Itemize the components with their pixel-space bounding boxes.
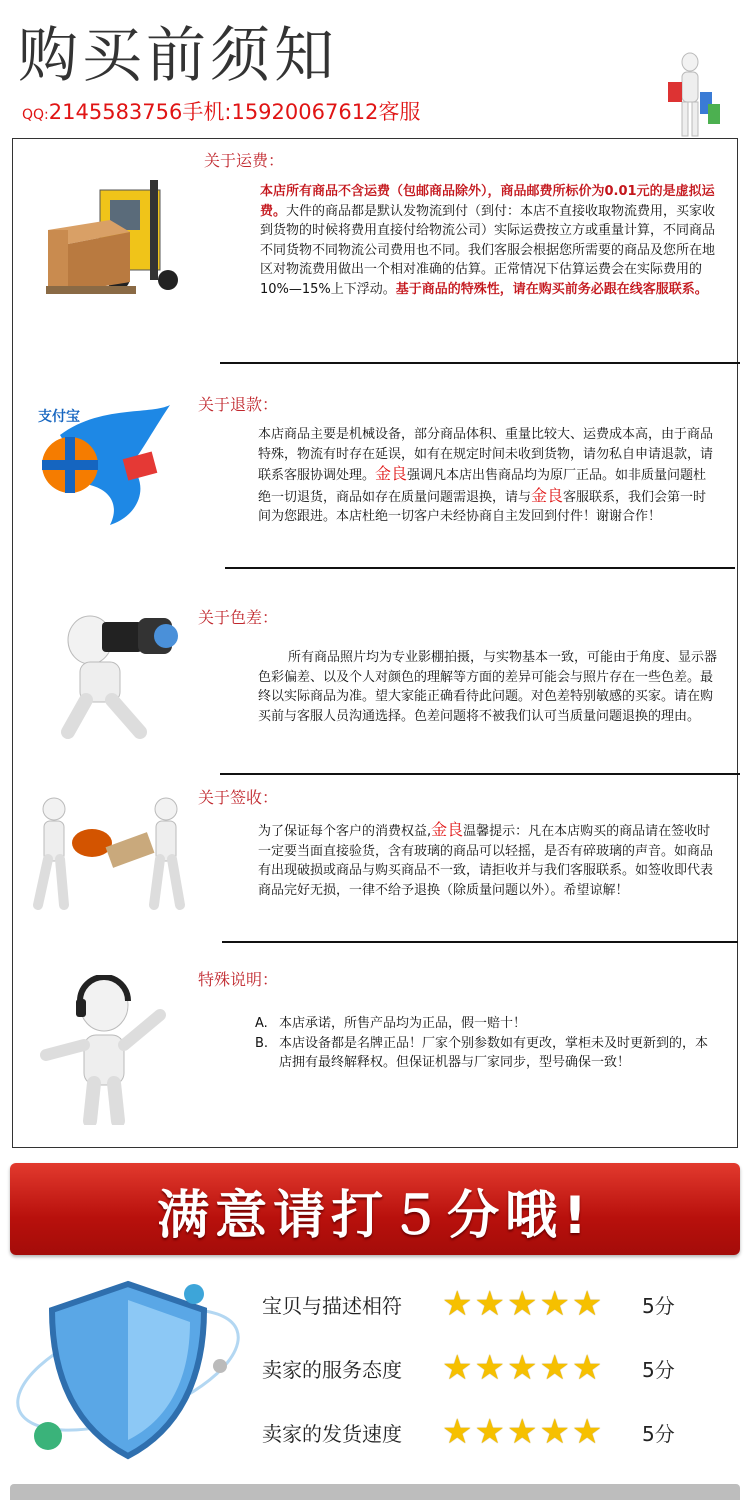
photographer-camera-icon	[50, 600, 180, 740]
footer-bar	[10, 1484, 740, 1500]
shipping-red-tail: 基于商品的特殊性，请在购买前务必跟在线客服联系。	[395, 281, 708, 297]
shield-icon	[8, 1270, 248, 1470]
section-divider	[220, 362, 740, 364]
shipping-red-lead: 本店所有商品不含运费（包邮商品除外），商品邮费所标价为0.01元的是虚拟运费。	[260, 184, 715, 219]
brand-name: 金良	[375, 464, 408, 483]
rating-label: 宝贝与描述相符	[262, 1294, 402, 1318]
refund-text-3: 客服联系，我们会第一时间为您跟进。本店杜绝一切客户未经协商自主发回到付件！谢谢合作！	[258, 489, 707, 524]
rating-score: 5分	[642, 1294, 675, 1318]
phone-label: 手机:	[182, 100, 232, 124]
receipt-text-1: 为了保证每个客户的消费权益,	[258, 824, 432, 839]
receipt-body	[258, 820, 718, 900]
section-divider	[222, 941, 738, 943]
section-divider	[220, 773, 740, 775]
handover-package-icon	[30, 795, 190, 915]
alipay-logo: 支付宝	[38, 409, 80, 425]
refund-text-1: 本店商品主要是机械设备，部分商品体积、重量比较大、运费成本高，由于商品特殊，物流有时存在延误，如有在规定时间未收到货物，请勿私自申请退款，请联系客服协调处理。	[258, 427, 714, 483]
contact-line	[22, 96, 420, 126]
rating-banner	[10, 1163, 740, 1255]
headset-agent-icon	[40, 975, 170, 1125]
receipt-title: 关于签收：	[198, 788, 279, 807]
list-item-text: 本店设备都是名牌正品！厂家个别参数如有更改，掌柜未及时更新到的，本店拥有最终解释权。但保证机器与厂家同步，型号确保一致！	[279, 1035, 709, 1070]
page-title: 购买前须知	[18, 21, 338, 91]
rating-label: 卖家的服务态度	[262, 1358, 402, 1382]
receipt-text-2: 温馨提示：凡在本店购买的商品请在签收时一定要当面直接验货，含有玻璃的商品可以轻摇，是否有碎玻璃的声音。如商品有出现破损或商品与购买商品不一致，请拒收并与我们客服联系。如签收即代表商品完好无损，一律不给予退换（除质量问题以外）。希望谅解！	[258, 824, 714, 898]
brand-name: 金良	[531, 485, 564, 505]
section-divider	[225, 567, 735, 569]
rating-score: 5分	[642, 1358, 675, 1382]
list-marker: A.	[255, 1016, 268, 1031]
star-rating: ★★★★★	[442, 1284, 605, 1324]
star-rating: ★★★★★	[442, 1348, 605, 1388]
rating-row	[262, 1412, 702, 1452]
list-item	[255, 1034, 715, 1073]
rating-row	[262, 1348, 702, 1388]
shipping-title: 关于运费：	[204, 151, 285, 170]
brand-name: 金良	[431, 820, 464, 839]
phone-number[interactable]: 15920067612	[231, 100, 379, 124]
shopping-man-icon	[660, 52, 724, 140]
color-body: 所有商品照片均为专业影棚拍摄，与实物基本一致，可能由于角度、显示器色彩偏差、以及个人对颜色的理解等方面的差异可能会与照片存在一些色差。最终以实际商品为准。望大家能正确看待此问题。对色差特别敏感的买家。请在购买前与客服人员沟通选择。色差问题将不被我们认可当质量问题退换的理由。	[258, 650, 718, 724]
star-rating: ★★★★★	[442, 1412, 605, 1452]
shipping-body	[260, 182, 720, 299]
list-item-text: 本店承诺，所售产品均为正品，假一赔十！	[279, 1016, 527, 1031]
rating-label: 卖家的发货速度	[262, 1422, 402, 1446]
rating-row	[262, 1284, 702, 1324]
refund-text-2: 强调凡本店出售商品均为原厂正品。如非质量问题杜绝一切退货，商品如存在质量问题需退换，请与	[258, 468, 707, 505]
list-item	[255, 1014, 715, 1034]
alipay-mascot-icon	[30, 395, 180, 535]
forklift-boxes-icon	[40, 170, 190, 310]
refund-title: 关于退款：	[198, 395, 279, 414]
special-list	[255, 1014, 715, 1073]
qq-label: QQ:	[22, 107, 49, 123]
special-title: 特殊说明：	[198, 970, 279, 989]
color-title: 关于色差：	[198, 608, 279, 627]
shipping-text: 大件的商品都是默认发物流到付（到付：本店不直接收取物流费用，买家收到货物的时候将费用直接付给物流公司）实际运费按立方或重量计算，不同商品不同货物不同物流公司费用也不同。我们客服会根据您所需要的商品及您所在地区对物流费用做出一个相对准确的估算。正常情况下估算运费会在实际费用的10%—15%上下浮动。	[260, 203, 716, 297]
service-label: 客服	[378, 100, 421, 124]
refund-body	[258, 425, 714, 527]
qq-number[interactable]: 2145583756	[48, 100, 183, 124]
list-marker: B.	[255, 1035, 269, 1051]
banner-text: 满意请打５分哦!	[157, 1186, 593, 1246]
rating-score: 5分	[642, 1422, 675, 1446]
